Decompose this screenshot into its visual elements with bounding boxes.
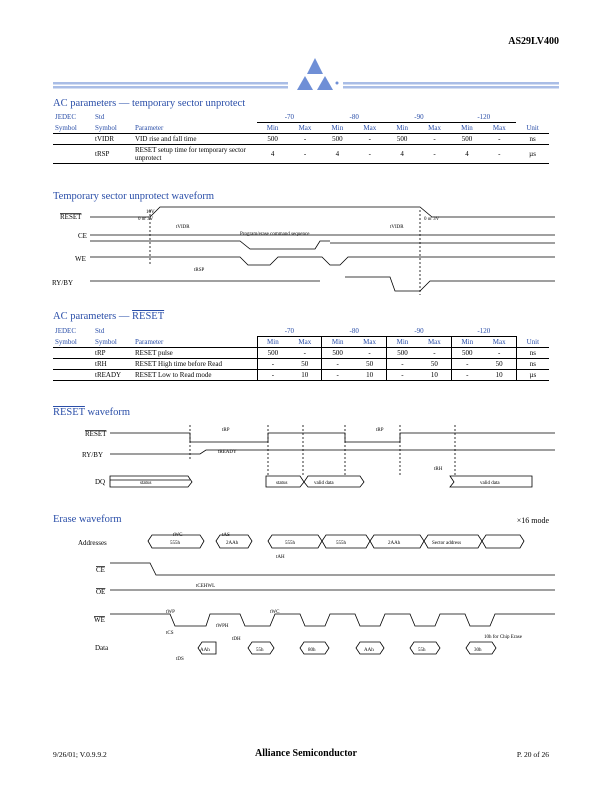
head-std-symbol: Symbol: [95, 123, 117, 132]
head-symbol: Symbol: [55, 337, 77, 346]
speed-90: -90: [414, 327, 424, 335]
head-unit: Unit: [526, 123, 539, 132]
cell: -: [451, 359, 482, 370]
section3-title: AC parameters — RESET: [53, 311, 165, 322]
label-status-1: status: [140, 481, 152, 486]
table-row: [53, 145, 549, 164]
section4-title-reset: RESET: [53, 407, 85, 418]
sig-addresses: Addresses: [78, 539, 107, 547]
head-std-symbol: Symbol: [95, 337, 117, 346]
cell: 500: [257, 348, 288, 359]
cell: 10: [495, 371, 503, 379]
row-parameter: VID rise and fall time: [135, 135, 197, 143]
sig-oe: OE: [96, 588, 106, 596]
label-0-or-3v-b: 0 or 3V: [424, 217, 440, 222]
label-tah: tAH: [276, 555, 285, 560]
head-jedec: JEDEC: [55, 113, 76, 122]
cell: 500: [451, 348, 482, 359]
head-min: Min: [257, 123, 288, 134]
table-row: [53, 370, 549, 381]
cell-unit: µs: [516, 370, 549, 381]
head-max: Max: [288, 337, 322, 348]
sig-ryby: RY/BY: [52, 279, 74, 287]
section5-title: Erase waveform: [53, 514, 122, 525]
head-min: Min: [387, 337, 418, 348]
label-twc-2: tWC: [270, 610, 280, 615]
cell: 4: [465, 150, 469, 158]
head-max: Max: [288, 123, 322, 134]
head-min: Min: [322, 337, 353, 348]
cell: -: [387, 370, 418, 381]
speed-80: -80: [349, 113, 359, 121]
row-symbol: tREADY: [95, 371, 122, 379]
head-parameter: Parameter: [135, 123, 164, 132]
addr-1: 555h: [170, 541, 180, 546]
reset-param-table: [53, 326, 549, 381]
cell: 50: [430, 360, 438, 368]
sig-reset: RESET: [60, 213, 82, 221]
cell: -: [322, 370, 353, 381]
head-max: Max: [353, 337, 387, 348]
row-symbol: tRP: [95, 349, 106, 357]
speed-120: -120: [477, 113, 491, 121]
cell: -: [368, 135, 371, 143]
speed-120: -120: [477, 327, 491, 335]
cell: -: [368, 150, 371, 158]
row-parameter: RESET setup time for temporary sector unprotect: [135, 146, 246, 162]
table-row: [53, 134, 549, 145]
section2-title: Temporary sector unprotect waveform: [53, 191, 215, 202]
row-parameter: RESET pulse: [135, 349, 173, 357]
label-valid-1: valid data: [314, 481, 334, 486]
label-tvidr: tVIDR: [176, 225, 190, 230]
cell: -: [257, 370, 288, 381]
data-6: 30h: [474, 648, 482, 653]
cell: 500: [332, 135, 343, 143]
sig-dq: DQ: [95, 478, 106, 486]
cell: -: [498, 135, 501, 143]
head-max: Max: [353, 123, 387, 134]
sig-we: WE: [75, 255, 86, 263]
speed-70: -70: [284, 113, 295, 121]
label-tcehwl: tCEHWL: [196, 584, 216, 589]
speed-80: -80: [349, 327, 359, 335]
head-max: Max: [418, 337, 452, 348]
cell: 10: [366, 371, 374, 379]
head-min: Min: [387, 123, 418, 134]
sig-we: WE: [94, 616, 105, 624]
sig-ryby: RY/BY: [82, 451, 104, 459]
label-chip-erase: 10h for Chip Erase: [484, 635, 522, 640]
sig-reset: RESET: [85, 430, 107, 438]
cell: -: [433, 349, 436, 357]
erase-waveform: [0, 530, 612, 665]
cell: 500: [396, 135, 408, 143]
label-trsp: tRSP: [194, 268, 205, 273]
label-0-or-3v: 0 or 3V: [138, 217, 154, 222]
cell: -: [498, 349, 501, 357]
head-unit: Unit: [516, 337, 549, 348]
sig-ce: CE: [78, 232, 87, 240]
label-10v: 10V: [146, 210, 155, 215]
cell: 500: [322, 348, 353, 359]
addr-3: 555h: [285, 541, 295, 546]
label-twc: tWC: [173, 533, 183, 538]
data-4: AAh: [364, 648, 374, 653]
head-symbol: Symbol: [55, 123, 77, 132]
sig-data: Data: [95, 644, 109, 652]
cell: -: [451, 370, 482, 381]
header-logo-bar: [0, 55, 612, 95]
cell: -: [387, 359, 418, 370]
cell: 50: [495, 360, 503, 368]
speed-70: -70: [284, 327, 295, 335]
cell-unit: ns: [516, 348, 549, 359]
cell: -: [303, 349, 306, 357]
speed-90: -90: [414, 113, 424, 121]
temp-unprotect-waveform: [0, 205, 612, 295]
label-trp: tRP: [222, 428, 230, 433]
reset-waveform: [0, 420, 612, 495]
cell: 4: [335, 150, 340, 158]
label-tdh: tDH: [232, 637, 241, 642]
label-prog-seq: Program/erase command sequence: [240, 232, 310, 237]
label-tvidr-2: tVIDR: [390, 225, 404, 230]
label-twp: tWP: [166, 610, 175, 615]
label-tcs: tCS: [166, 631, 174, 636]
cell: -: [322, 359, 353, 370]
cell: 500: [387, 348, 418, 359]
table-row: [53, 359, 549, 370]
head-std: Std: [95, 327, 105, 336]
cell-unit: ns: [516, 359, 549, 370]
part-number: AS29LV400: [508, 36, 559, 47]
addr-4: 555h: [336, 541, 346, 546]
cell: -: [433, 150, 436, 158]
cell: -: [368, 349, 371, 357]
label-tready: tREADY: [218, 450, 237, 455]
section1-title: AC parameters — temporary sector unprotect: [53, 98, 246, 109]
addr-5: 2AAh: [388, 541, 401, 546]
head-max: Max: [418, 123, 452, 134]
cell: 500: [267, 135, 278, 143]
cell: -: [498, 150, 501, 158]
sig-ce: CE: [96, 566, 105, 574]
head-min: Min: [451, 123, 482, 134]
cell: -: [303, 150, 307, 158]
head-min: Min: [451, 337, 482, 348]
footer-date: 9/26/01; V.0.9.9.2: [53, 750, 107, 759]
cell: 500: [461, 135, 473, 143]
footer-page: P. 20 of 26: [516, 750, 549, 759]
label-tds: tDS: [176, 657, 184, 662]
cell: -: [433, 135, 436, 143]
cell: 4: [400, 150, 404, 158]
cell: 10: [301, 371, 309, 379]
section4-title: RESET waveform: [53, 407, 131, 418]
head-parameter: Parameter: [135, 337, 164, 346]
head-min: Min: [322, 123, 353, 134]
label-twph: tWPH: [216, 624, 229, 629]
head-min: Min: [257, 337, 288, 348]
label-status-2: status: [276, 481, 288, 486]
addr-6: Sector address: [432, 541, 462, 546]
data-1: AAh: [200, 648, 210, 653]
alliance-logo-icon: [297, 58, 339, 90]
label-tas: tAS: [222, 533, 230, 538]
cell: 4: [270, 150, 275, 158]
head-std: Std: [95, 113, 105, 122]
head-jedec: JEDEC: [55, 327, 76, 336]
label-trh: tRH: [434, 467, 443, 472]
label-trp-2: tRP: [376, 428, 384, 433]
table-row: [53, 348, 549, 359]
row-parameter: RESET Low to Read mode: [135, 371, 212, 379]
row-symbol: tVIDR: [95, 135, 115, 143]
cell: 10: [430, 371, 438, 379]
temp-unprotect-table: [53, 112, 549, 164]
footer-company: Alliance Semiconductor: [255, 748, 357, 759]
cell: -: [257, 359, 288, 370]
cell-unit: ns: [529, 135, 536, 143]
row-symbol: tRH: [95, 360, 107, 368]
cell: 50: [301, 360, 309, 368]
cell-unit: µs: [529, 150, 536, 158]
head-max: Max: [483, 337, 517, 348]
data-5: 55h: [418, 648, 426, 653]
mode-label: ×16 mode: [516, 516, 549, 525]
head-max: Max: [483, 123, 517, 134]
data-2: 55h: [256, 648, 264, 653]
label-valid-2: valid data: [480, 481, 500, 486]
row-symbol: tRSP: [95, 150, 110, 158]
row-parameter: RESET High time before Read: [135, 360, 222, 368]
addr-2: 2AAh: [226, 541, 239, 546]
data-3: 80h: [308, 648, 316, 653]
cell: 50: [366, 360, 374, 368]
cell: -: [303, 135, 307, 143]
